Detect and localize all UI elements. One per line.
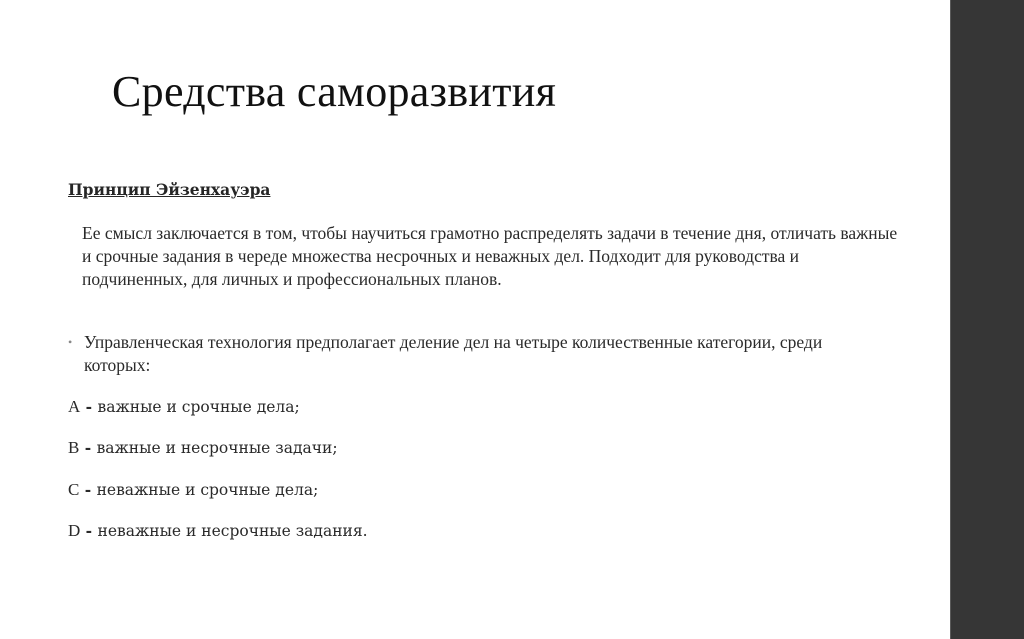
bullet-item <box>68 331 888 377</box>
category-item-d <box>68 521 368 541</box>
category-text: неважные и несрочные задания. <box>97 522 368 540</box>
category-dash: - <box>80 397 98 416</box>
category-dash: - <box>79 438 97 457</box>
category-text: важные и срочные дела; <box>97 398 300 416</box>
category-dash: - <box>80 521 98 540</box>
category-letter: B <box>68 438 80 457</box>
side-accent-bar <box>950 0 1024 639</box>
description-paragraph: Ее смысл заключается в том, чтобы научиться грамотно распределять задачи в течение дня, отличать важные и срочные задания в череде множества несрочных и неважных дел. Подходит для руководства и подчиненных, для личных и профессиональных планов. <box>82 223 898 289</box>
category-text: неважные и срочные дела; <box>96 481 319 499</box>
category-item-a <box>68 397 300 417</box>
category-letter: C <box>68 480 80 499</box>
bullet-icon: • <box>68 335 73 349</box>
subheading: Принцип Эйзенхауэра <box>68 180 271 199</box>
category-dash: - <box>79 480 97 499</box>
category-letter: D <box>68 521 81 540</box>
category-letter: A <box>68 397 81 416</box>
bullet-text: Управленческая технология предполагает деление дел на четыре количественные категории, среди которых: <box>84 332 823 375</box>
category-text: важные и несрочные задачи; <box>96 439 338 457</box>
category-item-c <box>68 480 318 500</box>
category-item-b <box>68 438 338 458</box>
slide-title: Средства саморазвития <box>112 67 557 116</box>
